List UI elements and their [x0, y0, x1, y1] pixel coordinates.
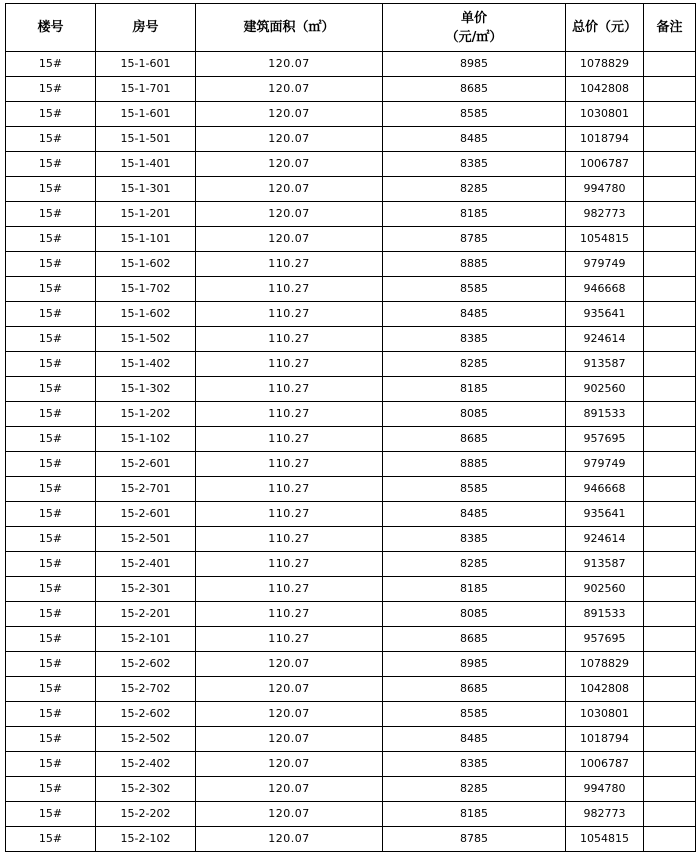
unit-price-cell: 8185 — [383, 377, 566, 402]
area-cell: 120.07 — [196, 777, 383, 802]
building-cell: 15# — [6, 777, 96, 802]
table-row — [6, 527, 696, 552]
total-cell: 994780 — [566, 777, 644, 802]
room-cell: 15-2-101 — [96, 627, 196, 652]
area-cell: 110.27 — [196, 502, 383, 527]
remark-cell — [644, 177, 696, 202]
remark-cell — [644, 827, 696, 852]
room-cell: 15-1-102 — [96, 427, 196, 452]
building-cell: 15# — [6, 302, 96, 327]
total-header: 总价（元） — [566, 4, 644, 52]
building-cell: 15# — [6, 752, 96, 777]
room-cell: 15-1-401 — [96, 152, 196, 177]
header-row — [6, 4, 696, 52]
table-row — [6, 152, 696, 177]
building-cell: 15# — [6, 52, 96, 77]
room-cell: 15-1-601 — [96, 52, 196, 77]
table-row — [6, 227, 696, 252]
area-cell: 120.07 — [196, 227, 383, 252]
area-cell: 110.27 — [196, 252, 383, 277]
unit-price-header-line2: （元/㎡） — [445, 29, 503, 45]
building-cell: 15# — [6, 627, 96, 652]
room-cell: 15-1-302 — [96, 377, 196, 402]
remark-cell — [644, 327, 696, 352]
building-cell: 15# — [6, 177, 96, 202]
room-cell: 15-2-601 — [96, 502, 196, 527]
room-cell: 15-2-702 — [96, 677, 196, 702]
building-cell: 15# — [6, 277, 96, 302]
total-cell: 902560 — [566, 577, 644, 602]
table-row — [6, 552, 696, 577]
total-cell: 1078829 — [566, 652, 644, 677]
unit-price-cell: 8085 — [383, 602, 566, 627]
remark-cell — [644, 152, 696, 177]
unit-price-cell: 8985 — [383, 652, 566, 677]
area-cell: 110.27 — [196, 602, 383, 627]
unit-price-cell: 8285 — [383, 552, 566, 577]
room-cell: 15-2-601 — [96, 452, 196, 477]
room-cell: 15-2-401 — [96, 552, 196, 577]
area-cell: 120.07 — [196, 652, 383, 677]
unit-price-cell: 8185 — [383, 802, 566, 827]
remark-cell — [644, 602, 696, 627]
area-cell: 110.27 — [196, 577, 383, 602]
room-cell: 15-1-201 — [96, 202, 196, 227]
table-row — [6, 677, 696, 702]
building-cell: 15# — [6, 102, 96, 127]
total-cell: 979749 — [566, 252, 644, 277]
area-cell: 120.07 — [196, 727, 383, 752]
remark-cell — [644, 677, 696, 702]
total-cell: 982773 — [566, 202, 644, 227]
remark-cell — [644, 52, 696, 77]
table-row — [6, 627, 696, 652]
total-cell: 946668 — [566, 477, 644, 502]
total-cell: 1042808 — [566, 77, 644, 102]
room-cell: 15-2-301 — [96, 577, 196, 602]
unit-price-cell: 8585 — [383, 477, 566, 502]
remark-cell — [644, 577, 696, 602]
table-row — [6, 502, 696, 527]
remark-cell — [644, 502, 696, 527]
unit-price-cell: 8485 — [383, 127, 566, 152]
area-cell: 110.27 — [196, 627, 383, 652]
area-cell: 110.27 — [196, 452, 383, 477]
building-cell: 15# — [6, 477, 96, 502]
total-cell: 946668 — [566, 277, 644, 302]
unit-price-header-line1: 单价 — [460, 10, 487, 26]
area-cell: 120.07 — [196, 202, 383, 227]
room-cell: 15-1-202 — [96, 402, 196, 427]
unit-price-cell: 8585 — [383, 702, 566, 727]
area-cell: 110.27 — [196, 427, 383, 452]
table-row — [6, 427, 696, 452]
area-cell: 110.27 — [196, 552, 383, 577]
area-cell: 110.27 — [196, 377, 383, 402]
table-row — [6, 277, 696, 302]
total-cell: 1018794 — [566, 127, 644, 152]
room-cell: 15-1-701 — [96, 77, 196, 102]
remark-cell — [644, 377, 696, 402]
building-cell: 15# — [6, 552, 96, 577]
building-cell: 15# — [6, 402, 96, 427]
area-cell: 110.27 — [196, 402, 383, 427]
table-row — [6, 727, 696, 752]
total-cell: 924614 — [566, 327, 644, 352]
table-row — [6, 177, 696, 202]
table-row — [6, 827, 696, 852]
building-cell: 15# — [6, 652, 96, 677]
total-cell: 979749 — [566, 452, 644, 477]
unit-price-cell: 8885 — [383, 452, 566, 477]
table-row — [6, 477, 696, 502]
area-cell: 120.07 — [196, 752, 383, 777]
unit-price-cell: 8785 — [383, 227, 566, 252]
table-row — [6, 577, 696, 602]
unit-price-cell: 8385 — [383, 327, 566, 352]
area-cell: 110.27 — [196, 277, 383, 302]
table-row — [6, 77, 696, 102]
total-cell: 913587 — [566, 552, 644, 577]
unit-price-header — [383, 4, 566, 52]
remark-cell — [644, 352, 696, 377]
total-cell: 1006787 — [566, 152, 644, 177]
unit-price-cell: 8285 — [383, 352, 566, 377]
room-cell: 15-2-602 — [96, 652, 196, 677]
building-cell: 15# — [6, 227, 96, 252]
table-row — [6, 202, 696, 227]
area-cell: 120.07 — [196, 677, 383, 702]
area-cell: 120.07 — [196, 77, 383, 102]
room-cell: 15-2-302 — [96, 777, 196, 802]
total-cell: 1018794 — [566, 727, 644, 752]
room-cell: 15-1-602 — [96, 302, 196, 327]
total-cell: 902560 — [566, 377, 644, 402]
remark-cell — [644, 752, 696, 777]
remark-cell — [644, 727, 696, 752]
total-cell: 1054815 — [566, 227, 644, 252]
table-header — [6, 4, 696, 52]
area-cell: 110.27 — [196, 302, 383, 327]
unit-price-cell: 8885 — [383, 252, 566, 277]
area-cell: 110.27 — [196, 527, 383, 552]
remark-cell — [644, 302, 696, 327]
area-cell: 120.07 — [196, 52, 383, 77]
remark-cell — [644, 427, 696, 452]
room-cell: 15-1-702 — [96, 277, 196, 302]
building-cell: 15# — [6, 352, 96, 377]
room-cell: 15-2-202 — [96, 802, 196, 827]
unit-price-cell: 8585 — [383, 277, 566, 302]
table-row — [6, 327, 696, 352]
unit-price-cell: 8085 — [383, 402, 566, 427]
table-row — [6, 602, 696, 627]
table-row — [6, 377, 696, 402]
room-cell: 15-2-502 — [96, 727, 196, 752]
total-cell: 1078829 — [566, 52, 644, 77]
building-cell: 15# — [6, 727, 96, 752]
remark-cell — [644, 552, 696, 577]
unit-price-cell: 8485 — [383, 302, 566, 327]
table-row — [6, 352, 696, 377]
unit-price-cell: 8785 — [383, 827, 566, 852]
area-cell: 120.07 — [196, 802, 383, 827]
total-cell: 994780 — [566, 177, 644, 202]
table-row — [6, 802, 696, 827]
room-cell: 15-1-502 — [96, 327, 196, 352]
unit-price-cell: 8285 — [383, 777, 566, 802]
building-cell: 15# — [6, 377, 96, 402]
table-row — [6, 252, 696, 277]
remark-cell — [644, 527, 696, 552]
remark-cell — [644, 452, 696, 477]
building-cell: 15# — [6, 252, 96, 277]
table-row — [6, 777, 696, 802]
building-cell: 15# — [6, 702, 96, 727]
area-cell: 120.07 — [196, 827, 383, 852]
unit-price-cell: 8185 — [383, 202, 566, 227]
area-cell: 120.07 — [196, 177, 383, 202]
area-cell: 120.07 — [196, 702, 383, 727]
building-cell: 15# — [6, 527, 96, 552]
total-cell: 1006787 — [566, 752, 644, 777]
remark-cell — [644, 202, 696, 227]
remark-cell — [644, 477, 696, 502]
room-cell: 15-1-402 — [96, 352, 196, 377]
table-row — [6, 102, 696, 127]
total-cell: 1030801 — [566, 102, 644, 127]
table-row — [6, 52, 696, 77]
area-cell: 110.27 — [196, 327, 383, 352]
unit-price-cell: 8685 — [383, 677, 566, 702]
remark-cell — [644, 702, 696, 727]
remark-cell — [644, 127, 696, 152]
unit-price-cell: 8685 — [383, 427, 566, 452]
room-cell: 15-1-602 — [96, 252, 196, 277]
unit-price-cell: 8485 — [383, 502, 566, 527]
area-cell: 110.27 — [196, 477, 383, 502]
room-cell: 15-1-601 — [96, 102, 196, 127]
remark-cell — [644, 627, 696, 652]
room-cell: 15-1-301 — [96, 177, 196, 202]
total-cell: 924614 — [566, 527, 644, 552]
unit-price-cell: 8685 — [383, 627, 566, 652]
room-cell: 15-2-102 — [96, 827, 196, 852]
unit-price-cell: 8185 — [383, 577, 566, 602]
remark-cell — [644, 652, 696, 677]
room-cell: 15-2-402 — [96, 752, 196, 777]
total-cell: 891533 — [566, 402, 644, 427]
building-cell: 15# — [6, 427, 96, 452]
unit-price-cell: 8385 — [383, 527, 566, 552]
building-cell: 15# — [6, 577, 96, 602]
table-row — [6, 652, 696, 677]
building-cell: 15# — [6, 452, 96, 477]
remark-cell — [644, 252, 696, 277]
total-cell: 891533 — [566, 602, 644, 627]
table-row — [6, 452, 696, 477]
table-row — [6, 302, 696, 327]
building-cell: 15# — [6, 502, 96, 527]
area-cell: 110.27 — [196, 352, 383, 377]
unit-price-cell: 8985 — [383, 52, 566, 77]
room-cell: 15-1-101 — [96, 227, 196, 252]
room-header: 房号 — [96, 4, 196, 52]
total-cell: 913587 — [566, 352, 644, 377]
building-cell: 15# — [6, 152, 96, 177]
total-cell: 957695 — [566, 627, 644, 652]
area-cell: 120.07 — [196, 102, 383, 127]
unit-price-cell: 8685 — [383, 77, 566, 102]
table-row — [6, 127, 696, 152]
table-body — [6, 52, 696, 852]
building-header: 楼号 — [6, 4, 96, 52]
table-row — [6, 702, 696, 727]
total-cell: 1042808 — [566, 677, 644, 702]
total-cell: 935641 — [566, 502, 644, 527]
remark-cell — [644, 777, 696, 802]
room-cell: 15-2-701 — [96, 477, 196, 502]
unit-price-cell: 8585 — [383, 102, 566, 127]
remark-cell — [644, 227, 696, 252]
table-row — [6, 402, 696, 427]
building-cell: 15# — [6, 77, 96, 102]
area-header: 建筑面积（㎡） — [196, 4, 383, 52]
unit-price-cell: 8485 — [383, 727, 566, 752]
total-cell: 1030801 — [566, 702, 644, 727]
total-cell: 935641 — [566, 302, 644, 327]
price-table — [5, 3, 696, 852]
unit-price-cell: 8385 — [383, 152, 566, 177]
total-cell: 957695 — [566, 427, 644, 452]
area-cell: 120.07 — [196, 152, 383, 177]
remark-cell — [644, 77, 696, 102]
total-cell: 982773 — [566, 802, 644, 827]
room-cell: 15-2-602 — [96, 702, 196, 727]
remark-header: 备注 — [644, 4, 696, 52]
unit-price-cell: 8385 — [383, 752, 566, 777]
remark-cell — [644, 102, 696, 127]
building-cell: 15# — [6, 677, 96, 702]
building-cell: 15# — [6, 127, 96, 152]
total-cell: 1054815 — [566, 827, 644, 852]
remark-cell — [644, 277, 696, 302]
area-cell: 120.07 — [196, 127, 383, 152]
room-cell: 15-2-201 — [96, 602, 196, 627]
remark-cell — [644, 802, 696, 827]
building-cell: 15# — [6, 327, 96, 352]
building-cell: 15# — [6, 802, 96, 827]
table-row — [6, 752, 696, 777]
room-cell: 15-2-501 — [96, 527, 196, 552]
building-cell: 15# — [6, 602, 96, 627]
unit-price-cell: 8285 — [383, 177, 566, 202]
room-cell: 15-1-501 — [96, 127, 196, 152]
remark-cell — [644, 402, 696, 427]
building-cell: 15# — [6, 827, 96, 852]
building-cell: 15# — [6, 202, 96, 227]
